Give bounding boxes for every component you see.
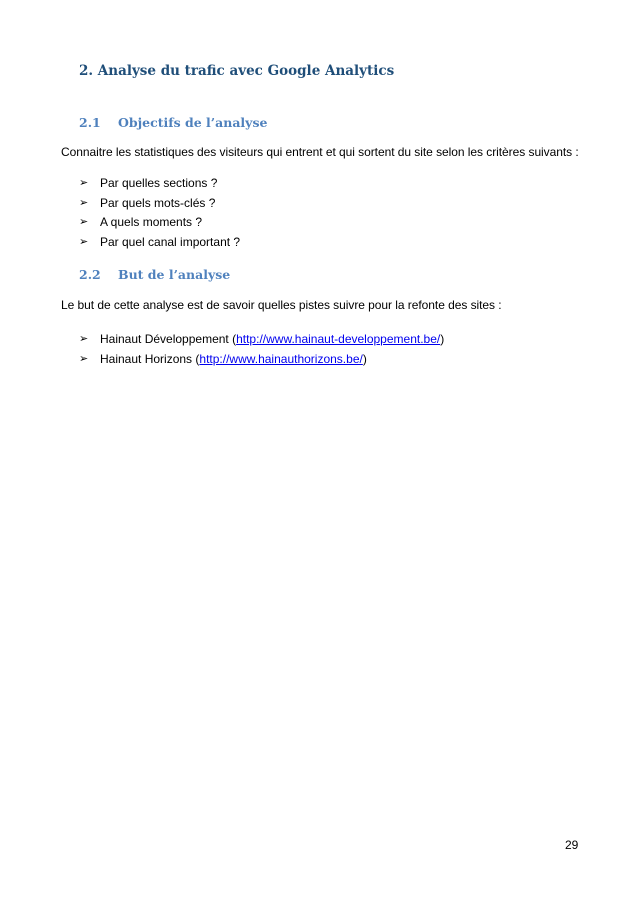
list-item-text: Par quels mots-clés ? — [100, 196, 216, 210]
subsection-number: 2.2 — [79, 267, 101, 282]
list-item-text: Par quel canal important ? — [100, 235, 241, 249]
site-name: Hainaut Horizons — [100, 352, 193, 366]
site-name: Hainaut Développement — [100, 332, 229, 346]
objectives-intro: Connaitre les statistiques des visiteurs qui entrent et qui sortent du site selon les critères suivants : — [61, 145, 579, 159]
page-number: 29 — [565, 838, 579, 852]
site-link-hainaut-horizons[interactable]: http://www.hainauthorizons.be/ — [199, 352, 363, 366]
section-heading — [79, 63, 394, 79]
open-paren: ( — [232, 332, 237, 346]
subsection-number: 2.1 — [79, 115, 101, 130]
site-link-hainaut-developpement[interactable]: http://www.hainaut-developpement.be/ — [236, 332, 441, 346]
list-item-text — [100, 351, 367, 367]
arrow-bullet-icon: ➢ — [79, 177, 89, 189]
subsection-title: Objectifs de l’analyse — [118, 115, 268, 130]
goal-intro: Le but de cette analyse est de savoir quelles pistes suivre pour la refonte des sites : — [61, 298, 502, 312]
arrow-bullet-icon: ➢ — [79, 236, 89, 248]
list-item-text — [100, 331, 444, 347]
arrow-bullet-icon: ➢ — [79, 197, 89, 209]
arrow-bullet-icon: ➢ — [79, 353, 89, 365]
arrow-bullet-icon: ➢ — [79, 216, 89, 228]
list-item-text: Par quelles sections ? — [100, 176, 218, 190]
arrow-bullet-icon: ➢ — [79, 333, 89, 345]
subsection-title: But de l’analyse — [118, 267, 231, 282]
close-paren: ) — [440, 332, 445, 346]
section-number: 2. — [79, 63, 94, 79]
close-paren: ) — [362, 352, 367, 366]
section-title: Analyse du trafic avec Google Analytics — [97, 63, 395, 79]
open-paren: ( — [195, 352, 200, 366]
list-item-text: A quels moments ? — [100, 215, 203, 229]
